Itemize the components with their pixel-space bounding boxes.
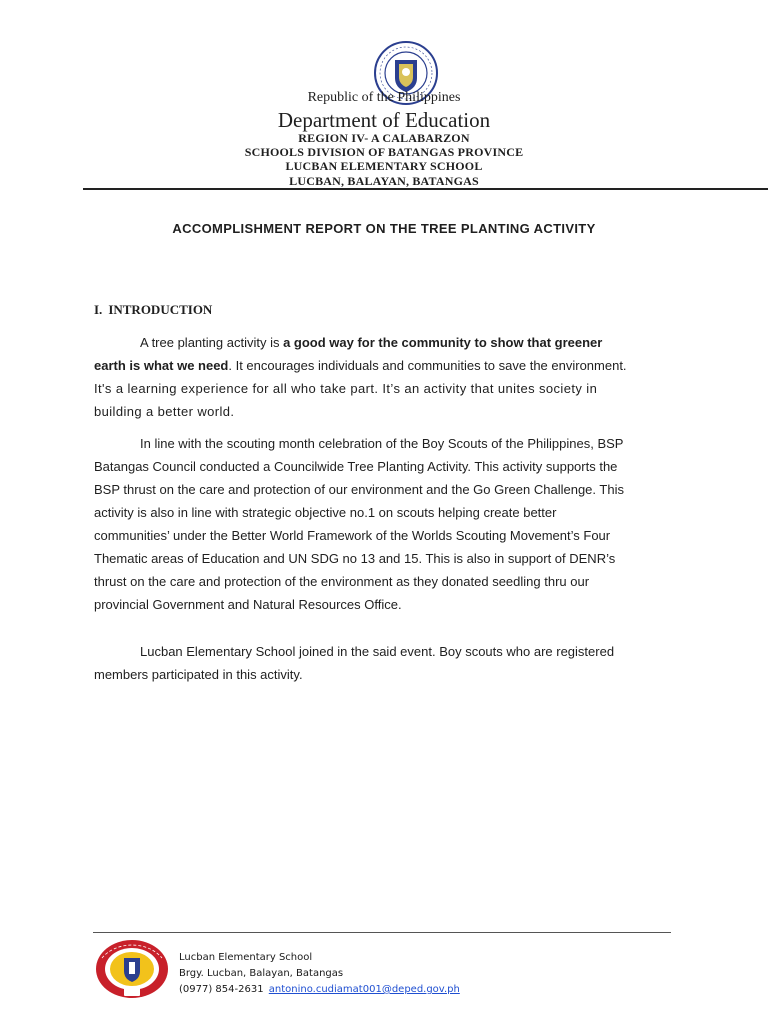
paragraph-context [94,432,680,616]
footer-email-link[interactable]: antonino.cudiamat001@deped.gov.ph [268,984,460,995]
header-division: SCHOOLS DIVISION OF BATANGAS PROVINCE [244,145,524,159]
report-title: ACCOMPLISHMENT REPORT ON THE TREE PLANTING ACTIVITY [172,221,596,236]
paragraph-line [94,354,680,377]
paragraph-text: . It encourages individuals and communities to save the environment. [228,358,627,373]
header-department: Department of Education [277,108,491,132]
footer-school-name: Lucban Elementary School [179,952,313,963]
paragraph-text: A tree planting activity is [140,335,284,350]
paragraph-line: provincial Government and Natural Resources Office. [94,597,402,612]
section-number: I. [94,302,103,317]
header-divider [83,188,768,190]
footer-contact [179,984,460,995]
footer-phone: (0977) 854-2631 [179,984,264,995]
emphasis-text: a good way for the community to show that greener [283,335,603,350]
school-logo-icon [94,938,170,1000]
paragraph-line [94,640,680,663]
header-school: LUCBAN ELEMENTARY SCHOOL [285,159,483,173]
paragraph-line: activity is also in line with strategic objective no.1 on scouts helping create better [94,505,557,520]
footer-address: Brgy. Lucban, Balayan, Batangas [179,968,344,979]
footer-divider [93,932,671,933]
paragraph-line [94,331,680,354]
section-heading [94,302,212,318]
paragraph-line: communities’ under the Better World Framework of the Worlds Scouting Movement’s Four [94,528,611,543]
paragraph-intro [94,331,680,423]
paragraph-line: building a better world. [94,404,235,419]
paragraph-line [94,432,680,455]
header-address: LUCBAN, BALAYAN, BATANGAS [289,174,479,188]
header-region: REGION IV- A CALABARZON [298,131,470,145]
section-title: INTRODUCTION [108,302,213,317]
paragraph-line: thrust on the care and protection of the environment as they donated seedling thru our [94,574,590,589]
paragraph-line: Batangas Council conducted a Councilwide Tree Planting Activity. This activity supports the [94,459,618,474]
emphasis-text: earth is what we need [94,358,229,373]
paragraph-line: members participated in this activity. [94,667,303,682]
paragraph-text: In line with the scouting month celebration of the Boy Scouts of the Philippines, BSP [140,436,624,451]
paragraph-participation [94,640,680,686]
header-republic: Republic of the Philippines [307,90,461,105]
paragraph-line: It's a learning experience for all who take part. It’s an activity that unites society in [94,381,598,396]
paragraph-line: Thematic areas of Education and UN SDG no 13 and 15. This is also in support of DENR’s [94,551,616,566]
paragraph-text: Lucban Elementary School joined in the said event. Boy scouts who are registered [140,644,615,659]
paragraph-line: BSP thrust on the care and protection of our environment and the Go Green Challenge. This [94,482,624,497]
